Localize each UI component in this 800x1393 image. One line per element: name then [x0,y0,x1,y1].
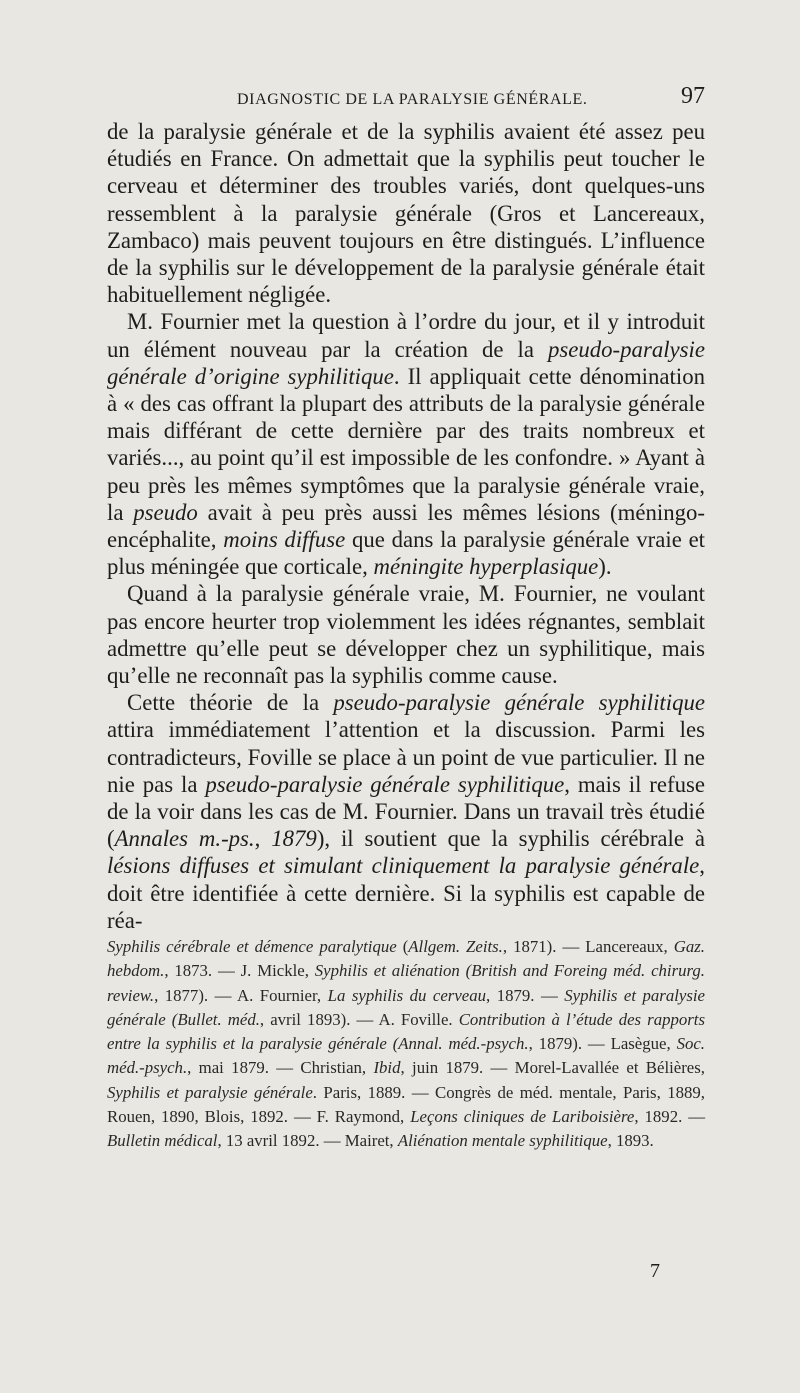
italic-text: Allgem. Zeits. [408,937,503,956]
text-run: ( [396,937,409,956]
italic-text: lésions diffuses et simulant cliniquement la paralysie générale [107,853,700,879]
italic-text: Ibid [373,1058,401,1078]
text-run: , mais il refuse de la voir dans les cas de M. Fournier. Dans un travail très étudié ( [107,771,705,852]
italic-text: Syphilis et paralysie générale (Bullet. méd. [107,985,705,1029]
text-run: ), il soutient que la syphilis cérébrale à [316,826,705,852]
italic-text: Syphilis cérébrale et démence paralytique [107,937,397,956]
text-run: , avril 1893). — A. Foville. [259,1009,459,1029]
italic-text: méningite hyperplasique [373,554,599,580]
italic-text: pseudo-paralysie générale d’origine syphilitique [107,336,705,389]
running-title: DIAGNOSTIC DE LA PARALYSIE GÉNÉRALE. [237,91,588,108]
signature-mark: 7 [650,1260,660,1282]
paragraph-4 [107,689,705,934]
italic-text: Annales m.-ps. [114,826,255,852]
text-run: , juin 1879. — Morel-Lavallée et Bélières, [400,1058,705,1078]
text-run: avait à peu près aussi les mêmes lésions (méningo-encéphalite, [107,499,706,553]
text-run: . Il appliquait cette dénomination à « des cas offrant la plupart des attributs de la paralysie générale mais différant de cette dernière par des traits nombreux et variés..., au point qu’il est impossible de les confondre. » Ayant à peu près les mêmes symptômes que la paralysie générale vraie, la [107,363,705,525]
text-run: de la paralysie générale et de la syphilis avaient été assez peu étudiés en France. On admettait que la syphilis peut toucher le cerveau et déterminer des troubles variés, dont quelques-uns ressemblent à la paralysie générale (Gros et Lancereaux, Zambaco) mais peuvent toujours en être distingués. L’influence de la syphilis sur le développement de la paralysie générale était habituellement négligée. [107,119,705,308]
text-run: attira immédiatement l’attention et la discussion. Parmi les contradicteurs, Foville se place à un point de vue particulier. Il ne nie pas la [107,717,705,797]
footnote [107,935,705,1154]
italic-text: Aliénation mentale syphilitique [397,1131,608,1151]
italic-text: Leçons cliniques de Lariboisière [410,1107,635,1127]
italic-text: Bulletin médical [107,1131,218,1151]
text-run: ). [598,554,612,580]
italic-text: Gaz. hebdom. [107,937,705,981]
text-run: , 1879). — Lasègue, [528,1034,677,1054]
text-run: . Paris, 1889. — Congrès de méd. mentale, Paris, 1889, Rouen, 1890, Blois, 1892. — F. Raymond, [107,1082,705,1127]
italic-text: Contribution à l’étude des rapports entre la syphilis et la paralysie générale (Annal. méd.-psych. [107,1009,705,1054]
text-run: , [254,826,272,852]
page-header [107,83,705,115]
text-run: , 1873. — J. Mickle, [164,961,315,981]
italic-text: moins diffuse [223,527,346,553]
text-run: , 1877). — A. Fournier, [154,985,328,1005]
text-run: , doit être identifiée à cette dernière. Si la syphilis est capable de réa- [107,853,705,933]
text-run: , 1871). — Lancereaux, [502,937,674,956]
paragraph-2 [107,308,705,580]
paragraph-1 [107,118,705,308]
italic-text: 1879 [271,826,317,852]
main-text [107,118,705,934]
text-run: , 13 avril 1892. — Mairet, [217,1131,398,1151]
text-run: , 1879. — [486,985,565,1005]
italic-text: Syphilis et paralysie générale [107,1082,313,1102]
italic-text: pseudo-paralysie générale syphilitique [205,771,565,797]
paragraph-3 [107,580,705,689]
text-run: , 1893. [607,1131,654,1151]
italic-text: Syphilis et aliénation (British and Foreing méd. chirurg. review. [107,961,705,1005]
text-run: que dans la paralysie générale vraie et plus méningée que corticale, [107,527,706,580]
text-run: M. Fournier met la question à l’ordre du jour, et il y introduit un élément nouveau par la création de la [107,309,705,362]
italic-text: pseudo [133,499,198,525]
page-number: 97 [681,83,705,109]
italic-text: Soc. méd.-psych. [107,1034,705,1078]
text-run: , 1892. — [634,1107,705,1127]
text-run: , mai 1879. — Christian, [187,1058,374,1078]
italic-text: pseudo-paralysie générale syphilitique [333,690,705,716]
italic-text: La syphilis du cerveau [327,985,487,1005]
text-run: Quand à la paralysie générale vraie, M. Fournier, ne voulant pas encore heurter trop violemment les idées régnantes, semblait admettre qu’elle peut se développer chez un syphilitique, mais qu’elle ne reconnaît pas la syphilis comme cause. [107,581,705,689]
text-run: Cette théorie de la [127,690,334,716]
